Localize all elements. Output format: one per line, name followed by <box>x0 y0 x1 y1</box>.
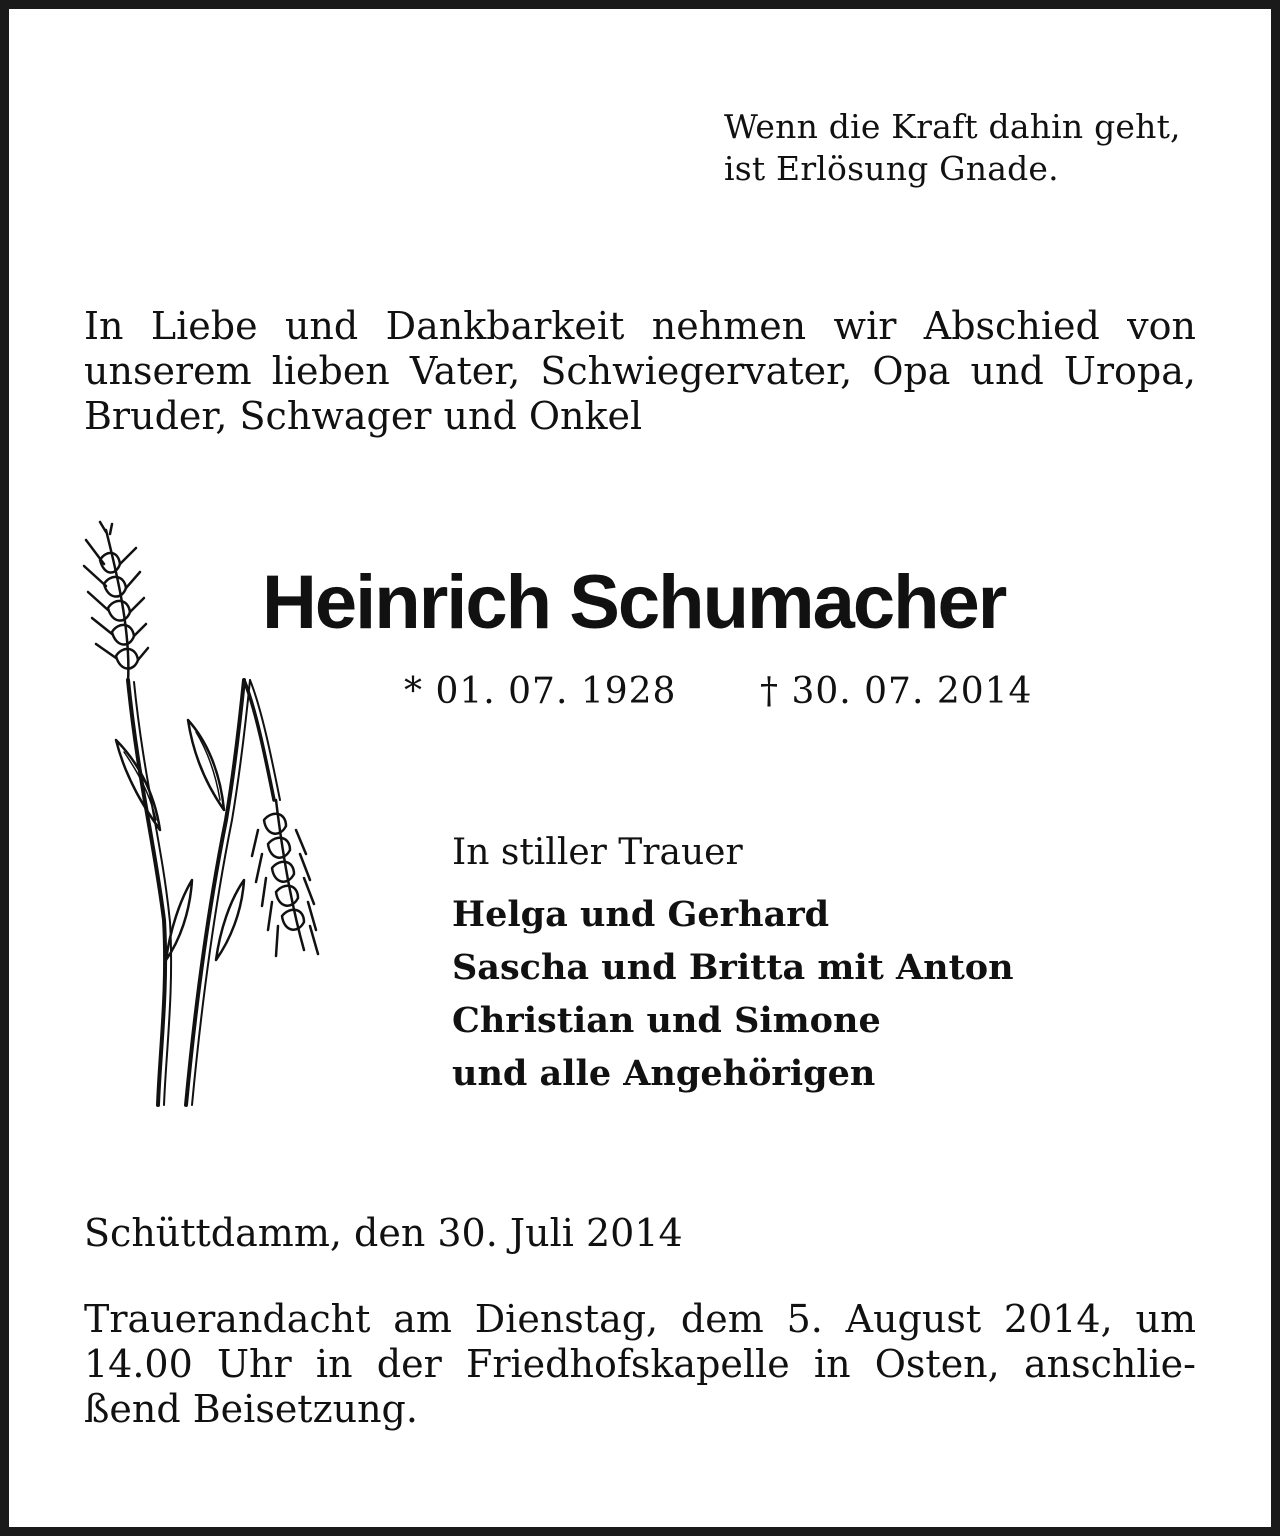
mourner-line: Christian und Simone <box>452 1000 881 1041</box>
mourner-line: Sascha und Britta mit Anton <box>452 947 1014 988</box>
mourners-list <box>452 888 1014 1100</box>
birth-date: * 01. 07. 1928 <box>404 671 677 712</box>
motto-line: ist Erlösung Gnade. <box>724 149 1059 188</box>
mourner-line: Helga und Gerhard <box>452 894 830 935</box>
motto-quote <box>724 106 1181 190</box>
mourning-heading: In stiller Trauer <box>452 832 743 873</box>
intro-line: In Liebe und Dankbarkeit nehmen wir Abschied von <box>84 304 1196 348</box>
service-line: ßend Beisetzung. <box>84 1387 418 1431</box>
motto-line: Wenn die Kraft dahin geht, <box>724 107 1181 146</box>
service-paragraph <box>84 1297 1196 1432</box>
deceased-name: Heinrich Schumacher <box>262 560 1006 645</box>
intro-paragraph <box>84 304 1196 439</box>
intro-line: unserem lieben Vater, Schwiegervater, Opa und Uropa, <box>84 349 1196 393</box>
place-and-date: Schüttdamm, den 30. Juli 2014 <box>84 1211 683 1255</box>
service-line: 14.00 Uhr in der Friedhofskapelle in Osten, anschlie- <box>84 1342 1196 1386</box>
intro-line: Bruder, Schwager und Onkel <box>84 394 643 438</box>
service-line: Trauerandacht am Dienstag, dem 5. August 2014, um <box>84 1297 1196 1341</box>
death-date: † 30. 07. 2014 <box>760 671 1033 712</box>
mourner-line: und alle Angehörigen <box>452 1053 876 1094</box>
